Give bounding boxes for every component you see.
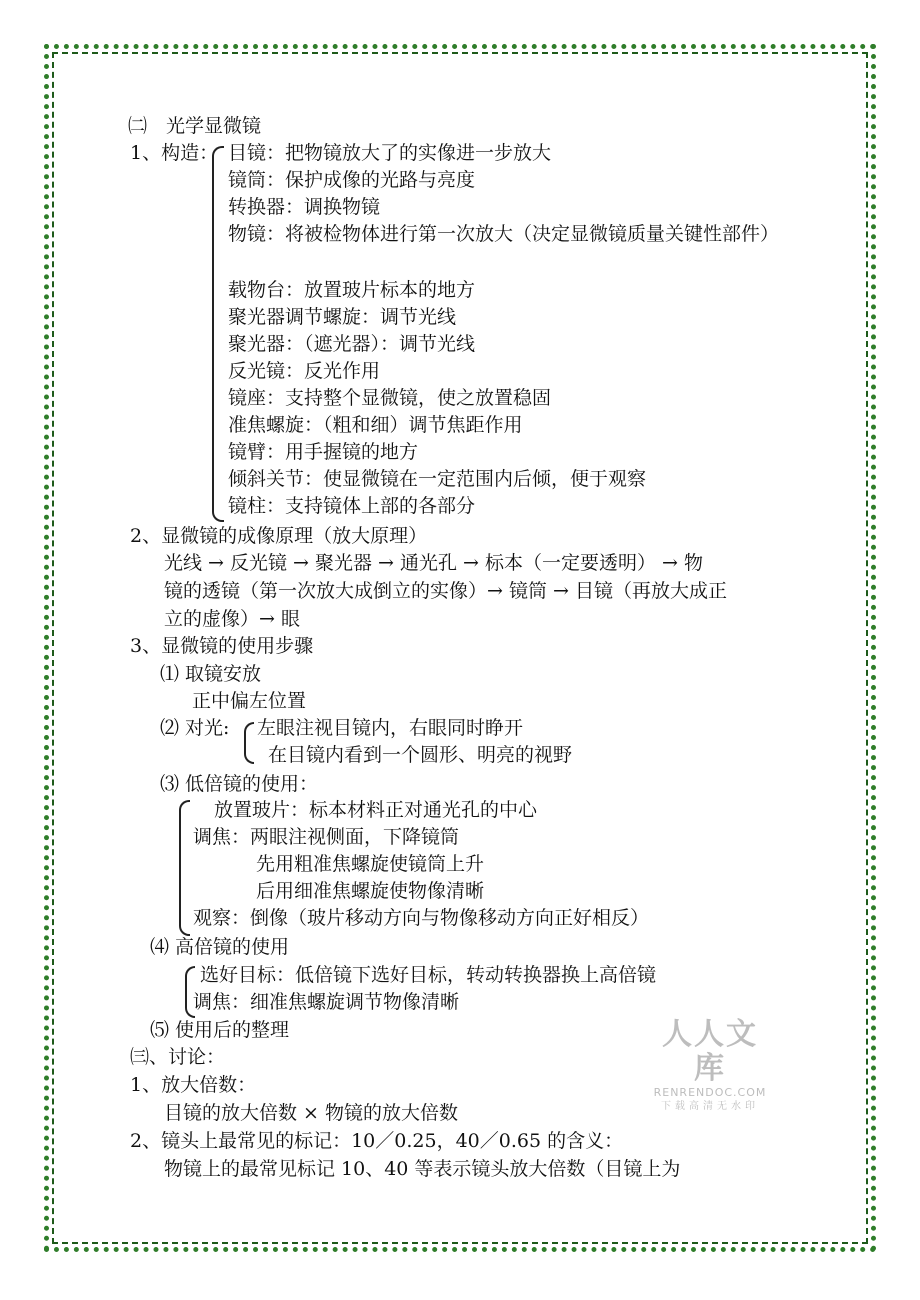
step-3-brace — [179, 800, 190, 936]
construction-item: 反光镜：反光作用 — [228, 360, 381, 382]
construction-label: 1、构造： — [130, 142, 219, 164]
construction-item: 镜筒：保护成像的光路与亮度 — [228, 169, 476, 191]
discussion-q1: 1、放大倍数： — [130, 1074, 257, 1096]
step-3-item: 放置玻片：标本材料正对通光孔的中心 — [214, 799, 538, 821]
discussion-heading: ㈢、讨论： — [130, 1046, 226, 1068]
construction-item: 载物台：放置玻片标本的地方 — [228, 279, 476, 301]
step-2-item: 左眼注视目镜内，右眼同时睁开 — [257, 717, 524, 739]
construction-item: 目镜：把物镜放大了的实像进一步放大 — [228, 142, 552, 164]
construction-item: 镜臂：用手握镜的地方 — [228, 441, 419, 463]
step-2-item: 在目镜内看到一个圆形、明亮的视野 — [268, 744, 573, 766]
watermark-brand: 人人文库 — [662, 1017, 758, 1086]
step-3-title: ⑶ 低倍镜的使用： — [160, 773, 319, 795]
watermark-slogan: 下载高清无水印 — [661, 1101, 759, 1112]
construction-brace — [212, 146, 224, 522]
step-3-item: 观察：倒像（玻片移动方向与物像移动方向正好相反） — [193, 907, 650, 929]
watermark — [648, 1018, 772, 1114]
principle-line: 光线 → 反光镜 → 聚光器 → 通光孔 → 标本（一定要透明） → 物 — [164, 552, 703, 574]
principle-line: 镜的透镜（第一次放大成倒立的实像）→ 镜筒 → 目镜（再放大成正 — [164, 580, 727, 602]
step-2-brace — [244, 722, 254, 764]
discussion-a1: 目镜的放大倍数 × 物镜的放大倍数 — [164, 1102, 458, 1124]
step-1-detail: 正中偏左位置 — [192, 690, 307, 712]
step-4-item: 选好目标：低倍镜下选好目标，转动转换器换上高倍镜 — [200, 964, 657, 986]
discussion-q2: 2、镜头上最常见的标记：10／0.25，40／0.65 的含义： — [130, 1130, 624, 1152]
step-4-title: ⑷ 高倍镜的使用 — [150, 936, 290, 958]
step-4-item: 调焦：细准焦螺旋调节物像清晰 — [193, 991, 460, 1013]
principle-line: 立的虚像）→ 眼 — [164, 608, 300, 630]
construction-item: 聚光器：（遮光器）：调节光线 — [228, 333, 476, 355]
section-title: ㈡ 光学显微镜 — [128, 115, 262, 137]
step-3-item: 后用细准焦螺旋使物像清晰 — [256, 880, 485, 902]
step-5-title: ⑸ 使用后的整理 — [150, 1019, 290, 1041]
construction-item: 镜座：支持整个显微镜，使之放置稳固 — [228, 387, 552, 409]
construction-item: 物镜：将被检物体进行第一次放大（决定显微镜质量关键性部件） — [228, 223, 780, 245]
construction-item: 转换器：调换物镜 — [228, 196, 381, 218]
step-3-item: 调焦：两眼注视侧面，下降镜筒 — [193, 826, 460, 848]
construction-item: 聚光器调节螺旋：调节光线 — [228, 306, 457, 328]
step-2-title: ⑵ 对光: — [160, 717, 230, 739]
watermark-domain: RENRENDOC.COM — [653, 1086, 767, 1099]
steps-heading: 3、显微镜的使用步骤 — [130, 635, 314, 657]
discussion-a2: 物镜上的最常见标记 10、40 等表示镜头放大倍数（目镜上为 — [164, 1158, 681, 1180]
construction-item: 准焦螺旋：（粗和细）调节焦距作用 — [228, 414, 523, 436]
principle-heading: 2、显微镜的成像原理（放大原理） — [130, 525, 428, 547]
construction-item: 倾斜关节：使显微镜在一定范围内后倾，便于观察 — [228, 468, 647, 490]
step-1-title: ⑴ 取镜安放 — [160, 663, 262, 685]
step-3-item: 先用粗准焦螺旋使镜筒上升 — [256, 853, 485, 875]
construction-item: 镜柱：支持镜体上部的各部分 — [228, 495, 476, 517]
